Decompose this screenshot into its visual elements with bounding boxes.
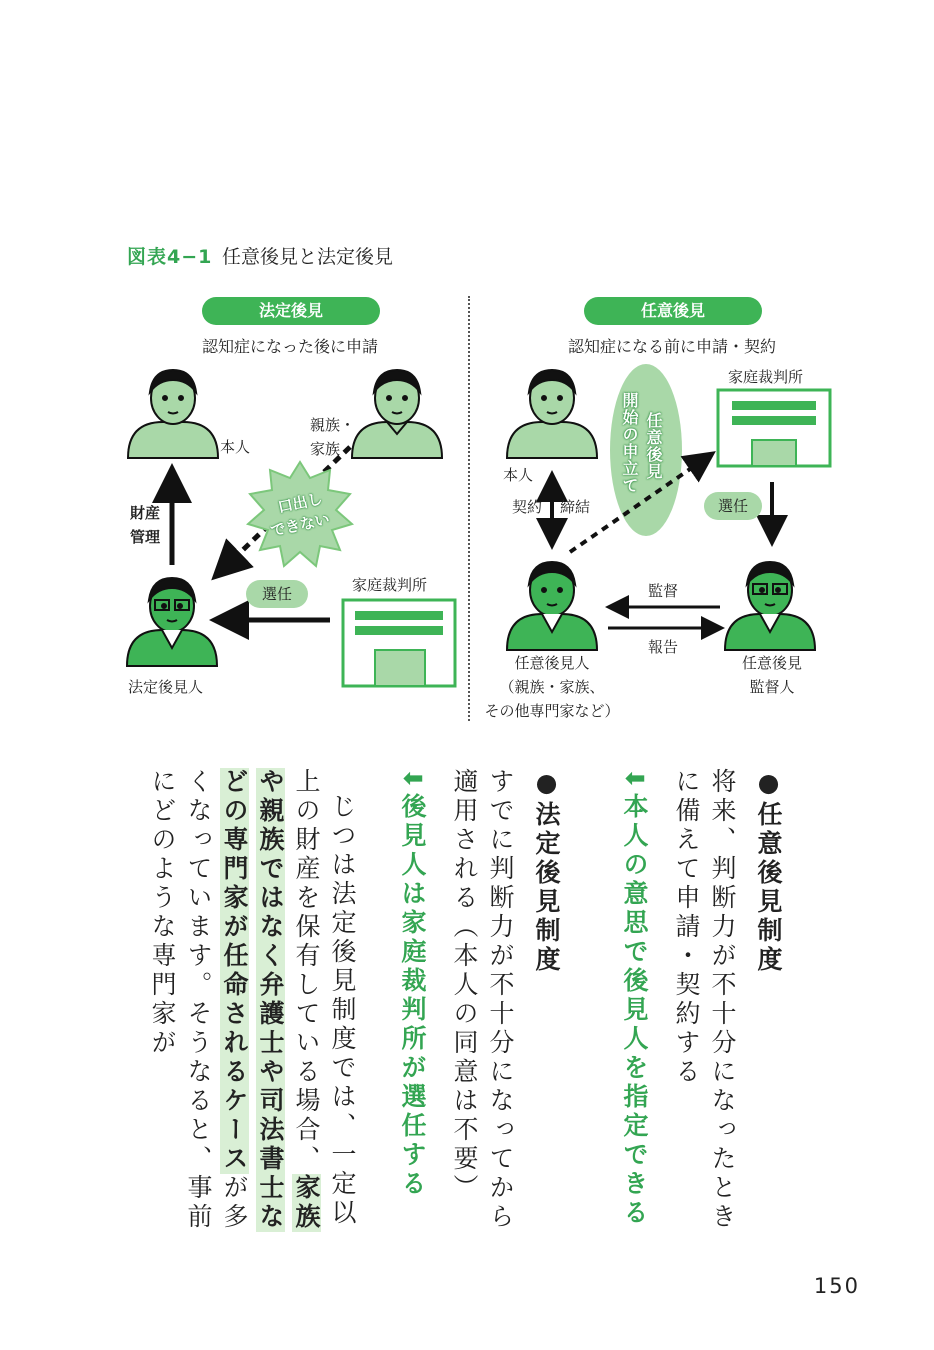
relatives-label-2: 家族 bbox=[310, 440, 341, 458]
report-label: 報告 bbox=[648, 638, 679, 656]
right-principal-person-icon bbox=[507, 370, 597, 458]
paragraph-next: そうなると、事前にどのような専門家が bbox=[148, 768, 213, 1232]
paragraph-main-part-a: じつは法定後見制度では、一定以上の財産を保有している場合、 bbox=[292, 768, 357, 1228]
figure-label: 図表4−1 bbox=[127, 246, 213, 268]
voluntary-guardian-label-3: その他専門家など） bbox=[484, 702, 620, 720]
left-court-label: 家庭裁判所 bbox=[352, 576, 428, 594]
figure-divider bbox=[468, 296, 470, 721]
page-number: 150 bbox=[813, 1274, 860, 1298]
left-appoint-bubble: 選任 bbox=[246, 580, 308, 608]
legal-guardian-label: 法定後見人 bbox=[128, 678, 204, 696]
supervise-label: 監督 bbox=[648, 582, 679, 600]
supervisor-person-icon bbox=[725, 562, 815, 650]
left-court-building-icon bbox=[343, 600, 455, 686]
supervisor-label-1: 任意後見 bbox=[741, 654, 802, 672]
left-subheader: 認知症になった後に申請 bbox=[201, 337, 378, 356]
cannot-interfere-text-2: できない bbox=[268, 509, 332, 541]
paragraph-main-part-c: が多くなっています。 bbox=[184, 768, 249, 1232]
right-subheader: 認知症になる前に申請・契約 bbox=[567, 337, 776, 356]
right-court-building-icon bbox=[718, 390, 830, 466]
voluntary-guardian-label-2: （親族・家族、 bbox=[499, 678, 605, 696]
relatives-label-1: 親族・ bbox=[310, 416, 356, 434]
right-appoint-bubble: 選任 bbox=[704, 492, 762, 520]
paragraph-legal: すでに判断力が不十分になってから適用される（本人の同意は不要） bbox=[450, 768, 515, 1232]
relatives-person-icon bbox=[352, 370, 442, 458]
paragraph-main bbox=[124, 768, 360, 1248]
asset-label-1: 財産 bbox=[130, 504, 161, 522]
contract-label: 契約 bbox=[512, 498, 543, 516]
figure-title: 任意後見と法定後見 bbox=[222, 246, 394, 268]
conclude-label: 締結 bbox=[560, 498, 591, 516]
left-principal-label: 本人 bbox=[220, 438, 251, 456]
voluntary-guardian-label-1: 任意後見人 bbox=[514, 654, 590, 672]
right-court-label: 家庭裁判所 bbox=[728, 368, 804, 386]
asset-label-2: 管理 bbox=[130, 528, 161, 546]
right-header-pill: 任意後見 bbox=[584, 297, 762, 325]
paragraph-main-emphasis: 家族や親族ではなく弁護士や司法書士などの専門家が任命されるケース bbox=[220, 768, 321, 1232]
heading-voluntary: ●任意後見制度 bbox=[754, 768, 783, 975]
legal-guardian-person-icon bbox=[127, 578, 217, 666]
heading-legal: ●法定後見制度 bbox=[532, 768, 561, 975]
note-legal: ⬇後見人は家庭裁判所が選任する bbox=[398, 768, 427, 1199]
note-voluntary: ⬇本人の意思で後見人を指定できる bbox=[620, 768, 649, 1228]
petition-text-col1: 任意後見 bbox=[644, 412, 663, 480]
petition-text-col2: 開始の申立て bbox=[620, 392, 639, 494]
cannot-interfere-text-1: 口出し bbox=[276, 489, 324, 517]
right-principal-label: 本人 bbox=[503, 466, 534, 484]
principal-person-icon bbox=[128, 370, 218, 458]
supervisor-label-2: 監督人 bbox=[749, 678, 795, 696]
left-header-pill: 法定後見 bbox=[202, 297, 380, 325]
paragraph-voluntary: 将来、判断力が不十分になったときに備えて申請・契約する bbox=[672, 768, 737, 1232]
voluntary-guardian-person-icon bbox=[507, 562, 597, 650]
